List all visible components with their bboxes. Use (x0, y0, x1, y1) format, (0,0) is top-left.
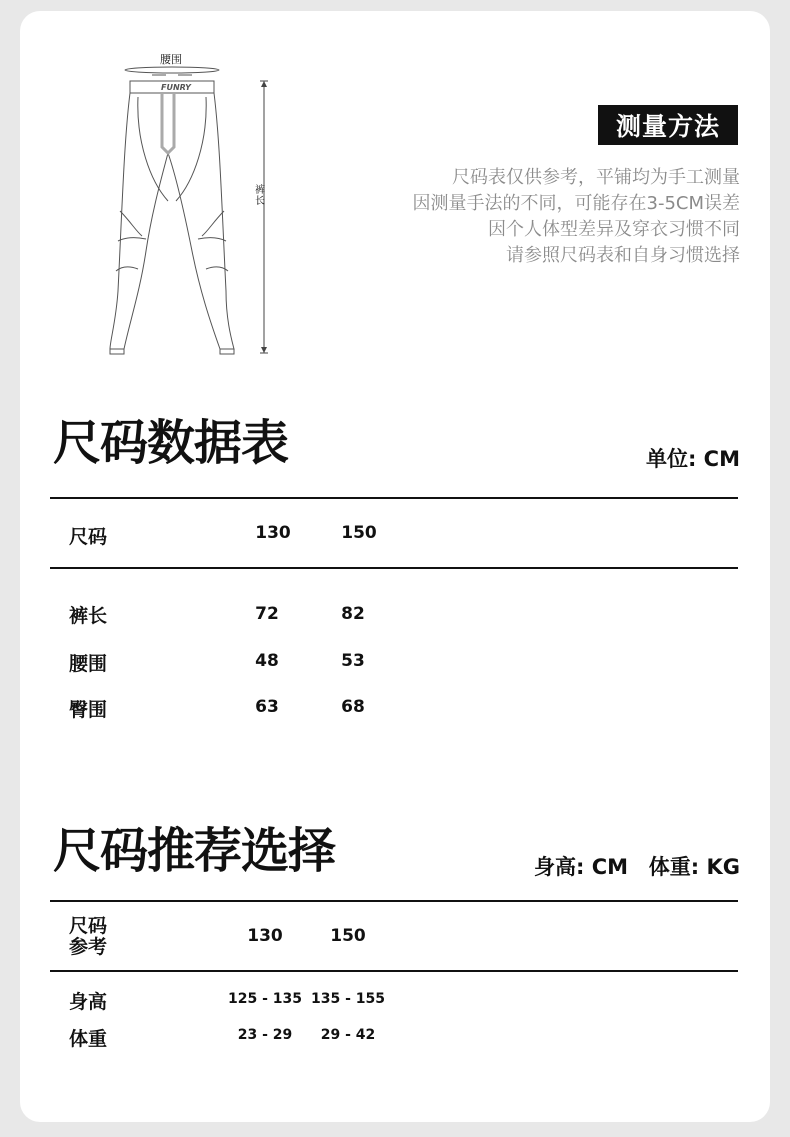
measure-method-title: 测量方法 (598, 105, 738, 145)
row-hip-130: 63 (255, 697, 279, 717)
size-header-130: 130 (255, 523, 291, 543)
size-table-title: 尺码数据表 (53, 415, 289, 471)
recommend-table-mid-rule (50, 970, 738, 972)
length-label: 裤长 (255, 185, 265, 207)
brand-logo: FUNRY (161, 83, 191, 92)
row-hip-150: 68 (341, 697, 365, 717)
recommend-header-line2: 参考 (69, 936, 108, 958)
row-waist-150: 53 (341, 651, 365, 671)
size-table-unit: 单位: CM (645, 447, 740, 471)
size-table-top-rule (50, 497, 738, 499)
row-weight-130: 23 - 29 (237, 1027, 293, 1043)
size-table-mid-rule (50, 567, 738, 569)
row-label-length: 裤长 (69, 605, 108, 627)
recommend-unit-height: 身高: CM (534, 855, 629, 879)
note-line: 尺码表仅供参考，平铺均为手工测量 (452, 167, 740, 188)
recommend-table-top-rule (50, 900, 738, 902)
row-label-hip: 臀围 (69, 699, 108, 721)
size-header-150: 150 (341, 523, 377, 543)
row-height-150: 135 - 155 (310, 991, 385, 1007)
waist-label: 腰围 (160, 53, 182, 66)
measure-notes (413, 165, 741, 269)
recommend-header-label (69, 916, 107, 958)
size-guide-card (20, 11, 770, 1122)
recommend-header-130: 130 (247, 926, 283, 946)
size-header-label: 尺码 (69, 526, 108, 548)
row-label-waist: 腰围 (69, 653, 108, 675)
row-waist-130: 48 (255, 651, 279, 671)
note-line: 因测量手法的不同，可能存在3-5CM误差 (412, 193, 740, 214)
note-line: 因个人体型差异及穿衣习惯不同 (488, 219, 740, 240)
note-line: 请参照尺码表和自身习惯选择 (506, 245, 740, 266)
recommend-unit-weight: 体重: KG (648, 855, 740, 879)
row-label-weight: 体重 (69, 1028, 108, 1050)
row-weight-150: 29 - 42 (320, 1027, 376, 1043)
recommend-table-title: 尺码推荐选择 (53, 823, 336, 879)
row-height-130: 125 - 135 (227, 991, 302, 1007)
recommend-header-line1: 尺码 (69, 915, 108, 937)
row-label-height: 身高 (69, 991, 108, 1013)
recommend-header-150: 150 (330, 926, 366, 946)
waist-measure-ring (125, 67, 219, 73)
row-length-150: 82 (341, 604, 365, 624)
row-length-130: 72 (255, 604, 279, 624)
